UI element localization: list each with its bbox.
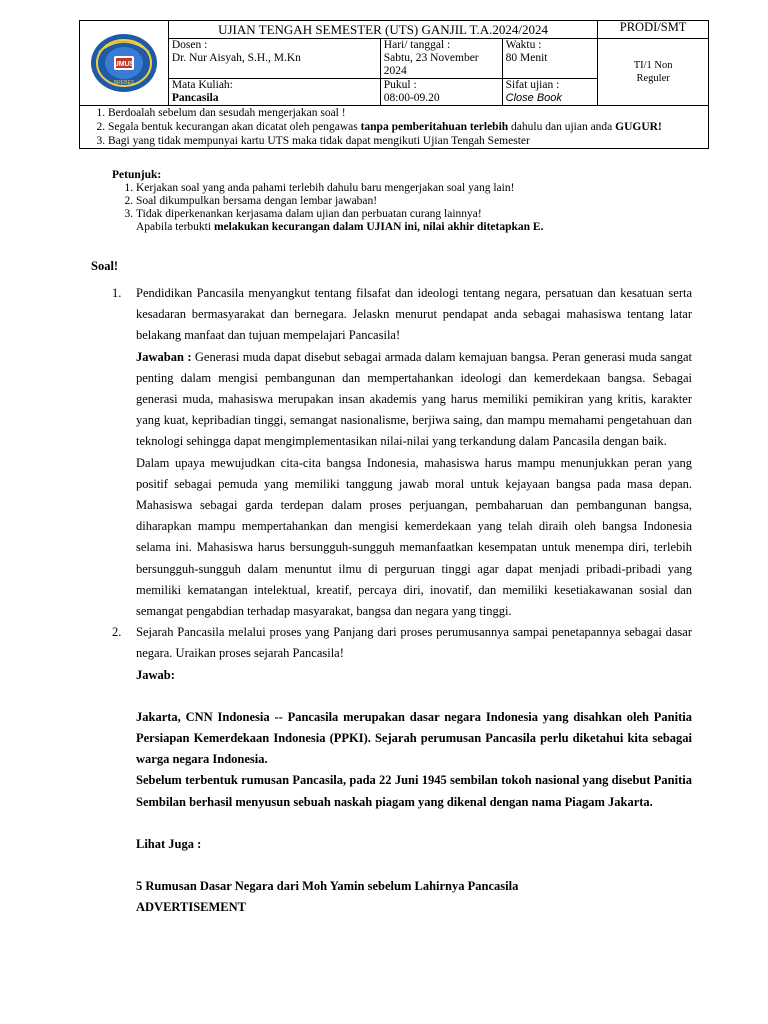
exam-header-table — [79, 20, 709, 149]
soal-heading: Soal! — [91, 259, 119, 273]
prodi-value — [598, 39, 709, 106]
rule-item: 1. Berdoalah sebelum dan sesudah mengerjakan soal ! — [108, 106, 702, 120]
instructions — [112, 169, 702, 234]
hari-label: Hari/ tanggal : — [383, 39, 451, 51]
rule-item: 3. Bagi yang tidak mempunyai kartu UTS maka tidak dapat mengikuti Ujian Tengah Semester — [108, 134, 702, 148]
question-number: 1. — [112, 286, 122, 300]
sifat-value: Close Book — [505, 92, 562, 104]
rule-text: Segala bentuk kecurangan akan dicatat oleh pengawas — [108, 121, 361, 133]
prodi-label: PRODI/SMT — [598, 21, 709, 39]
question-number: 2. — [112, 625, 122, 640]
dosen-value: Dr. Nur Aisyah, S.H., M.Kn — [171, 52, 301, 64]
question-text: Pendidikan Pancasila menyangkut tentang filsafat dan ideologi tentang negara, persatuan dan kesatuan serta kesadaran bermasyarakat dan bernegara. Jelaskn menurut pendapat anda sebagai mahasiswa tentang latar belakang manfaat dan tujuan mempelajari Pancasila! — [136, 286, 692, 343]
instructions-title: Petunjuk: — [112, 169, 162, 181]
see-also-label: Lihat Juga : — [136, 836, 202, 851]
exam-title: UJIAN TENGAH SEMESTER (UTS) GANJIL T.A.2024/2024 — [168, 21, 597, 39]
rule-item — [108, 120, 702, 134]
instruction-item: 2. Soal dikumpulkan bersama dengan lembar jawaban! — [136, 195, 702, 208]
question-2 — [112, 622, 692, 664]
dosen-label: Dosen : — [171, 39, 208, 51]
waktu-value: 80 Menit — [505, 52, 548, 64]
questions-section — [112, 283, 692, 918]
instruction-item: 3. Tidak diperkenankan kerjasama dalam ujian dan perbuatan curang lainnya! — [136, 208, 702, 221]
answer-text: Generasi muda dapat disebut sebagai armada dalam kemajuan bangsa. Peran generasi muda sangat penting dalam mengisi pembangunan dan mempertahankan ideologi dan kemerdekaan bangsa. Sebagai generasi muda, mahasiswa merupakan insan akademis yang harus memiliki pemikiran yang kritis, karakter yang kuat, kepribadian tinggi, semangat nasionalisme, berjiwa saing, dan mampu memahami pengetahuan dan teknologi sehingga dapat mengimplementasikan nilai-nilai yang terkandung dalam Pancasila dengan baik. — [136, 349, 693, 449]
pukul-label: Pukul : — [383, 79, 417, 91]
pukul-value: 08:00-09.20 — [383, 92, 440, 104]
answer-1-paragraph-1 — [136, 347, 692, 453]
sifat-label: Sifat ujian : — [505, 79, 560, 91]
rule-text: dahulu dan ujian anda — [508, 121, 616, 133]
dosen-cell — [168, 39, 380, 79]
answer-label: Jawaban : — [136, 349, 192, 364]
matkul-label: Mata Kuliah: — [171, 79, 233, 91]
answer-2-paragraph-2: Sebelum terbentuk rumusan Pancasila, pada 22 Juni 1945 sembilan tokoh nasional yang disebut Panitia Sembilan berhasil menyusun sebuah naskah piagam yang dikenal dengan nama Piagam Jakarta. — [136, 773, 692, 809]
question-text: Sejarah Pancasila melalui proses yang Panjang dari proses perumusannya sampai penetapannya sebagai dasar negara. Uraikan proses sejarah Pancasila! — [136, 625, 692, 661]
waktu-cell — [502, 39, 598, 79]
instruction-note — [112, 221, 702, 234]
rule-bold-text: GUGUR! — [615, 121, 662, 133]
question-1 — [112, 283, 692, 347]
advertisement-label: ADVERTISEMENT — [136, 900, 246, 915]
logo-subtext: BREBES — [113, 80, 135, 86]
hari-cell — [380, 39, 502, 79]
pukul-cell — [380, 79, 502, 106]
instruction-item: 1. Kerjakan soal yang anda pahami terlebih dahulu baru mengerjakan soal yang lain! — [136, 182, 702, 195]
logo-text: UMUS — [113, 61, 135, 68]
note-bold-text: melakukan kecurangan dalam UJIAN ini, nilai akhir ditetapkan E. — [213, 221, 544, 233]
waktu-label: Waktu : — [505, 39, 542, 51]
answer-1-paragraph-2: Dalam upaya mewujudkan cita-cita bangsa Indonesia, mahasiswa harus mampu menunjukkan peran yang positif sebagai pemuda yang memiliki tanggung jawab moral untuk kejayaan bangsa pada masa depan. Mahasiswa sebagai garda terdepan dalam proses perjuangan, pembaharuan dan pembangunan bangsa, diharapkan mampu mempertahankan dan mengisi kemerdekaan yang telah diraih oleh bangsa Indonesia selama ini. Mahasiswa harus bersungguh-sungguh memanfaatkan kesempatan untuk menempa diri, terlebih bersungguh-sungguh dalam menuntut ilmu di perguruan tinggi agar dapat menjadi pribadi-pribadi yang memiliki kematangan intelektual, kreatif, percaya diri, inovatif, dan memiliki kesetiakawanan sosial dan semangat pengabdian terhadap masyarakat, bangsa dan negara yang tinggi. — [136, 455, 692, 619]
exam-rules — [80, 106, 709, 149]
related-article-link[interactable]: 5 Rumusan Dasar Negara dari Moh Yamin sebelum Lahirnya Pancasila — [136, 879, 519, 894]
hari-value: Sabtu, 23 November 2024 — [383, 52, 479, 77]
answer-2-label: Jawab: — [136, 667, 175, 682]
note-text: Apabila terbukti — [136, 221, 214, 233]
prodi-value-text: TI/1 Non Reguler — [633, 60, 673, 84]
matkul-cell — [168, 79, 380, 106]
answer-2-paragraph-1: Jakarta, CNN Indonesia -- Pancasila merupakan dasar negara Indonesia yang disahkan oleh Panitia Persiapan Kemerdekaan Indonesia (PPKI). Sejarah perumusan Pancasila perlu diketahui kita sebagai warga negara Indonesia. — [136, 709, 692, 767]
university-logo — [80, 21, 169, 106]
matkul-value: Pancasila — [171, 92, 219, 104]
sifat-cell — [502, 79, 598, 106]
rule-bold-text: tanpa pemberitahuan terlebih — [360, 121, 509, 133]
